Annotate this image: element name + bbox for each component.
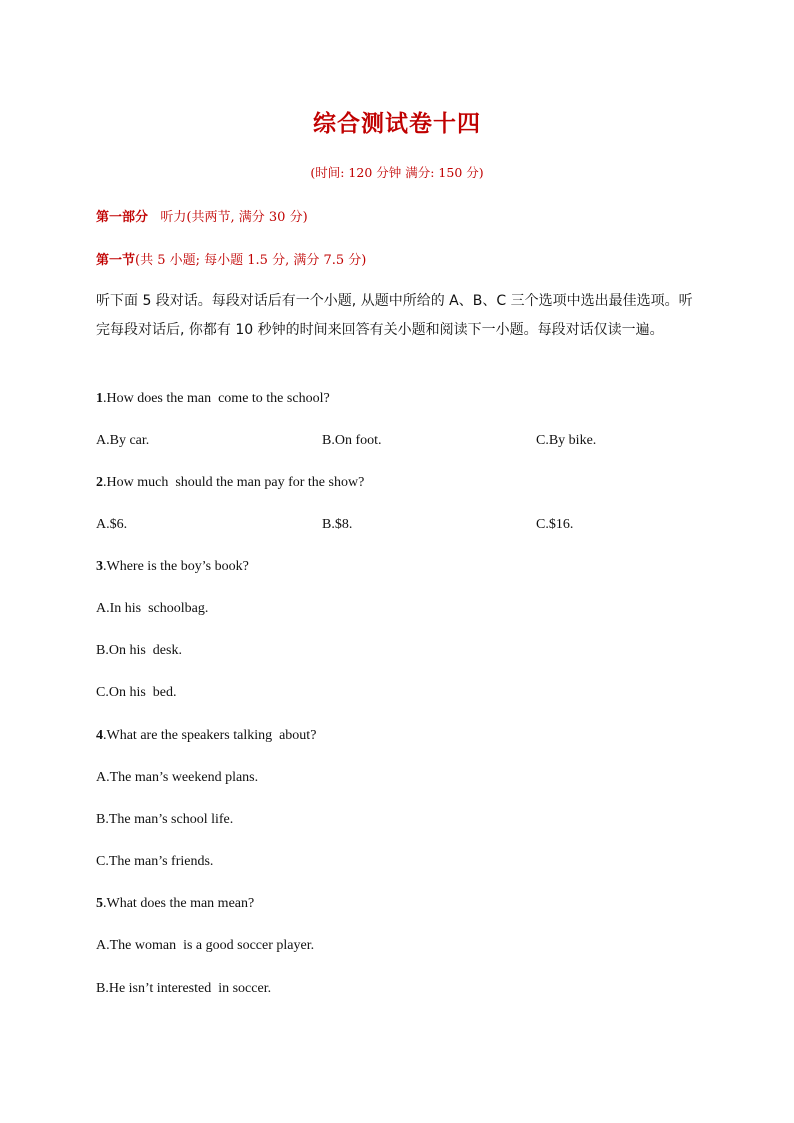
question-number: 2 [96, 475, 103, 490]
q3-option-c: C.On his bed. [96, 685, 177, 700]
q2-option-a: A.$6. [96, 517, 128, 532]
question-number: 4 [96, 728, 103, 743]
question-text: .How much should the man pay for the show? [103, 475, 365, 490]
question-1 [96, 391, 330, 407]
q1-option-b: B.On foot. [322, 433, 382, 448]
part-desc: 听力(共两节, 满分 30 分) [160, 210, 308, 225]
question-text: .How does the man come to the school? [103, 391, 330, 406]
q5-option-a: A.The woman is a good soccer player. [96, 938, 315, 953]
exam-subtitle: (时间: 120 分钟 满分: 150 分) [310, 165, 484, 180]
question-text: .What are the speakers talking about? [103, 728, 317, 743]
question-number: 1 [96, 391, 103, 406]
section-label: 第一节 [96, 253, 136, 268]
question-5 [96, 896, 254, 912]
question-2 [96, 475, 364, 491]
q2-option-b: B.$8. [322, 517, 353, 532]
section-desc: (共 5 小题; 每小题 1.5 分, 满分 7.5 分) [135, 253, 367, 268]
part-heading [96, 206, 308, 225]
question-text: .What does the man mean? [103, 896, 255, 911]
exam-title: 综合测试卷十四 [313, 111, 481, 137]
q5-option-b: B.He isn’t interested in soccer. [96, 981, 272, 996]
q3-option-b: B.On his desk. [96, 643, 182, 658]
question-4 [96, 728, 316, 744]
question-3 [96, 559, 249, 575]
q4-option-b: B.The man’s school life. [96, 812, 234, 827]
q2-option-c: C.$16. [536, 517, 574, 532]
question-number: 3 [96, 559, 103, 574]
part-label: 第一部分 [96, 210, 149, 225]
q3-option-a: A.In his schoolbag. [96, 601, 209, 616]
question-number: 5 [96, 896, 103, 911]
q4-option-c: C.The man’s friends. [96, 854, 214, 869]
question-text: .Where is the boy’s book? [103, 559, 249, 574]
section-heading [96, 249, 366, 268]
listening-instructions: 听下面 5 段对话。每段对话后有一个小题, 从题中所给的 A、B、C 三个选项中选出最佳选项。听完每段对话后, 你都有 10 秒钟的时间来回答有关小题和阅读下一小题。每段对话仅读一遍。 [96, 293, 693, 338]
q1-option-c: C.By bike. [536, 433, 597, 448]
q1-option-a: A.By car. [96, 433, 150, 448]
q4-option-a: A.The man’s weekend plans. [96, 770, 259, 785]
